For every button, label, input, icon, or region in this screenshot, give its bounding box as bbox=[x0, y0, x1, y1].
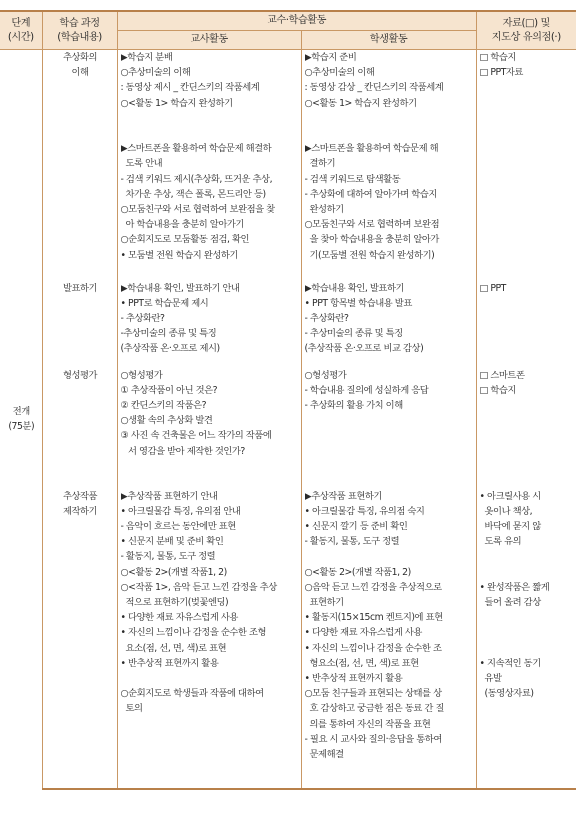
text-line: 문제해결 bbox=[304, 748, 344, 760]
text-line: ③ 사진 속 건축물은 어느 작가의 작품에 bbox=[120, 430, 272, 442]
text-line: • 반추상적 표현까지 활용 bbox=[304, 672, 403, 684]
text-line: 을 찾아 학습내용을 충분히 알아가 bbox=[304, 234, 439, 246]
text-line: - 추상화의 활용 가치 이해 bbox=[304, 399, 403, 411]
text-line: ○순회지도로 모둠활동 점검, 확인 bbox=[120, 234, 250, 246]
text-line: ○형성평가 bbox=[120, 369, 163, 381]
text-line: - 학습내용 질의에 성실하게 응답 bbox=[304, 384, 429, 396]
text-line: 들어 올려 감상 bbox=[479, 596, 541, 608]
text-line: • 지속적인 동기 bbox=[479, 657, 541, 669]
text-line: 결하기 bbox=[304, 158, 336, 170]
text-line: 서 영감을 받아 제작한 것인가? bbox=[120, 445, 245, 457]
teacher-cell bbox=[117, 489, 301, 789]
text-line: 옷이나 책상, bbox=[479, 505, 533, 517]
text-line bbox=[121, 111, 299, 126]
text-line: ○형성평가 bbox=[304, 369, 347, 381]
header-materials: 자료(□) 및 지도상 유의점(·) bbox=[476, 11, 576, 50]
text-line: □ 스마트폰 bbox=[479, 369, 525, 381]
text-line: 도록 안내 bbox=[120, 158, 163, 170]
text-line: - 검색 키워드로 탐색활동 bbox=[304, 173, 401, 185]
text-line: 표현하기 bbox=[304, 596, 344, 608]
header-teacher: 교사활동 bbox=[117, 31, 301, 50]
text-line bbox=[480, 625, 575, 640]
text-line: 아 학습내용을 충분히 알아가기 bbox=[120, 219, 244, 231]
text-line: • 활동지(15×15cm 켄트지)에 표현 bbox=[304, 612, 443, 624]
text-line bbox=[480, 640, 575, 655]
text-line: ○<활동 2>(개별 작품1, 2) bbox=[304, 566, 411, 578]
text-line: ○모둠친구와 서로 협력하며 보완점 bbox=[304, 219, 440, 231]
text-line: - 검색 키워드 제시(추상화, 뜨거운 추상, bbox=[120, 173, 273, 185]
text-line: ① 추상작품이 아닌 것은? bbox=[120, 384, 218, 396]
section-row bbox=[0, 489, 576, 789]
text-line: • 신문지 분배 및 준비 확인 bbox=[120, 536, 224, 548]
topic-cell: 발표하기 bbox=[42, 281, 117, 368]
text-line: 기(모둠별 전원 학습지 완성하기) bbox=[304, 249, 435, 261]
text-line: 바닥에 묻지 않 bbox=[479, 520, 541, 532]
materials-cell bbox=[476, 50, 576, 281]
text-line: - 활동지, 물통, 도구 정렬 bbox=[120, 551, 216, 563]
text-line: ▶스마트폰을 활용하여 학습문제 해 bbox=[304, 143, 439, 155]
teacher-cell bbox=[117, 50, 301, 281]
text-line: ▶학습지 준비 bbox=[304, 52, 357, 63]
text-line: 도록 유의 bbox=[479, 536, 522, 548]
section-row bbox=[0, 281, 576, 368]
text-line: (추상작품 온·오프로 제시) bbox=[120, 343, 220, 355]
text-line: 의를 통하여 자신의 작품을 표현 bbox=[304, 718, 431, 730]
student-cell bbox=[301, 368, 476, 489]
text-line bbox=[480, 610, 575, 625]
text-line: ○<활동 1> 학습지 완성하기 bbox=[304, 97, 417, 109]
text-line: □ 학습지 bbox=[479, 384, 516, 396]
text-line: 호 감상하고 궁금한 점은 동료 간 질 bbox=[304, 703, 444, 715]
text-line: ▶추상작품 표현하기 안내 bbox=[120, 490, 218, 502]
text-line: • PPT 항목별 학습내용 발표 bbox=[304, 297, 412, 309]
text-line: • 신문지 깔기 등 준비 확인 bbox=[304, 520, 408, 532]
text-line: (추상작품 온·오프로 비교 감상) bbox=[304, 343, 424, 355]
text-line: ○음악 듣고 느낀 감정을 추상적으로 bbox=[304, 581, 442, 593]
topic-cell: 추상작품 제작하기 bbox=[42, 489, 117, 789]
text-line: □ PPT자료 bbox=[479, 67, 523, 79]
section-row bbox=[0, 50, 576, 281]
text-line bbox=[121, 126, 299, 141]
text-line: 토의 bbox=[120, 703, 143, 715]
topic-cell: 형성평가 bbox=[42, 368, 117, 489]
text-line: ② 칸딘스키의 작품은? bbox=[120, 399, 207, 411]
text-line: ▶스마트폰을 활용하여 학습문제 해결하 bbox=[120, 143, 272, 155]
materials-cell bbox=[476, 489, 576, 789]
text-line: ▶학습지 분배 bbox=[120, 52, 173, 63]
text-line bbox=[121, 671, 299, 686]
text-line: 적으로 표현하기(벚꽃엔딩) bbox=[120, 596, 229, 608]
lesson-plan-table bbox=[0, 10, 576, 790]
text-line: : 동영상 제시 _ 칸딘스키의 작품세계 bbox=[120, 82, 260, 94]
text-line bbox=[480, 549, 575, 564]
materials-cell bbox=[476, 368, 576, 489]
header-stage: 단계 (시간) bbox=[0, 11, 42, 50]
text-line: • 완성작품은 짧게 bbox=[479, 581, 550, 593]
materials-cell bbox=[476, 281, 576, 368]
text-line: ▶학습내용 확인, 발표하기 bbox=[304, 282, 405, 294]
stage-cell: 전개 (75분) bbox=[0, 50, 42, 789]
text-line bbox=[305, 111, 474, 126]
text-line: • 자신의 느낌이나 감정을 순수한 조 bbox=[304, 642, 442, 654]
text-line: • 다양한 재료 자유스럽게 사용 bbox=[120, 612, 238, 624]
text-line: • 아크릴물감 특징, 유의점 안내 bbox=[120, 505, 241, 517]
text-line: • PPT로 학습문제 제시 bbox=[120, 297, 209, 309]
text-line: - 추상미술의 종류 및 특징 bbox=[304, 328, 403, 340]
text-line: ▶추상작품 표현하기 bbox=[304, 490, 382, 502]
text-line: • 모둠별 전원 학습지 완성하기 bbox=[120, 249, 238, 261]
text-line: 완성하기 bbox=[304, 204, 344, 215]
text-line: ○모둠친구와 서로 협력하여 보완점을 찾 bbox=[120, 204, 275, 215]
text-line: - 추상화란? bbox=[304, 312, 349, 324]
text-line: - 필요 시 교사와 질의·응답을 통하여 bbox=[304, 733, 442, 745]
text-line: 형요소(점, 선, 면, 색)로 표현 bbox=[304, 657, 419, 669]
teacher-cell bbox=[117, 368, 301, 489]
text-line: 유발 bbox=[479, 672, 502, 684]
text-line: ▶학습내용 확인, 발표하기 안내 bbox=[120, 282, 240, 294]
section-row bbox=[0, 368, 576, 489]
text-line: - 추상화란? bbox=[120, 312, 165, 324]
text-line: - 활동지, 물통, 도구 정렬 bbox=[304, 536, 400, 548]
text-line: □ 학습지 bbox=[479, 52, 516, 63]
student-cell bbox=[301, 50, 476, 281]
text-line: □ PPT bbox=[479, 282, 506, 294]
text-line: ○추상미술의 이해 bbox=[304, 67, 375, 79]
text-line: ○생활 속의 추상화 발견 bbox=[120, 415, 213, 427]
text-line: - 음악이 흐르는 동안에만 표현 bbox=[120, 520, 236, 532]
header-student: 학생활동 bbox=[301, 31, 476, 50]
header-topic: 학습 과정 (학습내용) bbox=[42, 11, 117, 50]
text-line bbox=[305, 126, 474, 141]
text-line: • 아크릴물감 특징, 유의점 숙지 bbox=[304, 505, 425, 517]
text-line: ○순회지도로 학생들과 작품에 대하여 bbox=[120, 688, 264, 700]
text-line: • 반추상적 표현까지 활용 bbox=[120, 657, 219, 669]
text-line: ○모둠 친구들과 표현되는 상태를 상 bbox=[304, 688, 442, 700]
text-line: • 다양한 재료 자유스럽게 사용 bbox=[304, 627, 422, 639]
teacher-cell bbox=[117, 281, 301, 368]
student-cell bbox=[301, 489, 476, 789]
student-cell bbox=[301, 281, 476, 368]
header-activities: 교수·학습활동 bbox=[117, 11, 476, 31]
text-line: ○<작품 1>, 음악 듣고 느낀 감정을 추상 bbox=[120, 581, 277, 593]
topic-cell: 추상화의 이해 bbox=[42, 50, 117, 281]
text-line: ○<활동 2>(개별 작품1, 2) bbox=[120, 566, 227, 578]
text-line: • 자신의 느낌이나 감정을 순수한 조형 bbox=[120, 627, 267, 639]
text-line: (동영상자료) bbox=[479, 688, 534, 700]
text-line: 요소(점, 선, 면, 색)로 표현 bbox=[120, 642, 227, 654]
text-line bbox=[480, 565, 575, 580]
text-line: - 추상화에 대하여 알아가며 학습지 bbox=[304, 188, 437, 200]
text-line: ○<활동 1> 학습지 완성하기 bbox=[120, 97, 233, 109]
text-line bbox=[305, 549, 474, 564]
text-line: -추상미술의 종류 및 특징 bbox=[120, 328, 217, 340]
text-line: : 동영상 감상 _ 칸딘스키의 작품세계 bbox=[304, 82, 444, 94]
lesson-plan-body bbox=[0, 50, 576, 789]
text-line: 차가운 추상, 잭슨 폴록, 몬드리안 등) bbox=[120, 188, 266, 200]
text-line: ○추상미술의 이해 bbox=[120, 67, 191, 79]
text-line: • 아크릴사용 시 bbox=[479, 490, 541, 502]
